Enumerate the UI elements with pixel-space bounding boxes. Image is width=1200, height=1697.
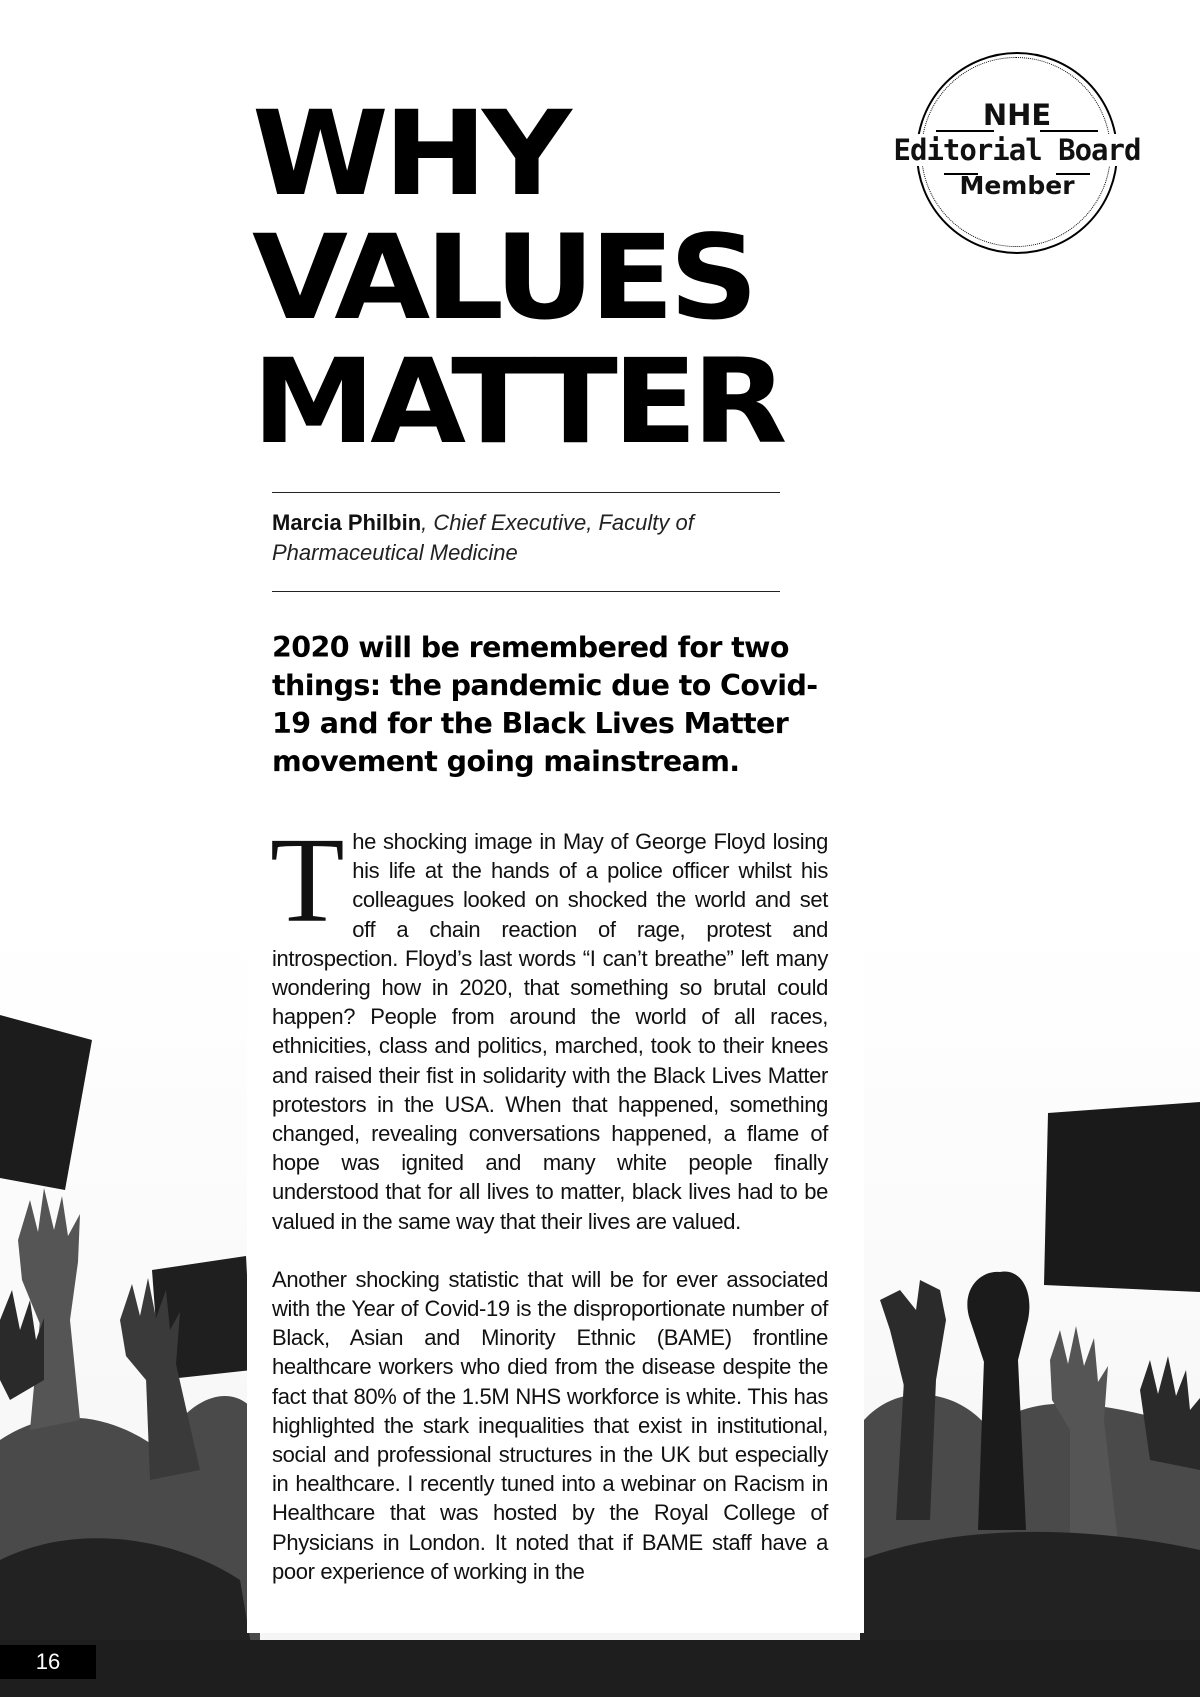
headline-line-3: MATTER: [252, 333, 783, 470]
headline-line-1: WHY: [252, 85, 567, 222]
body-paragraph-1: [270, 813, 828, 1236]
byline-rule-top: [272, 492, 780, 493]
badge-title: NHE: [982, 98, 1052, 132]
body-paragraph-2: Another shocking statistic that will be for ever associated with the Year of Covid-19 is the disproportionate number of Black, Asian and Minority Ethnic (BAME) frontline healthcare workers who died from the disease despite the fact that 80% of the 1.5M NHS workforce is white. This has highlighted the stark inequalities that exist in institutional, social and professional structures in the UK but especially in healthcare. I recently tuned into a webinar on Racism in Healthcare that was hosted by the Royal College of Physicians in London. It noted that if BAME staff have a poor experience of working in the: [272, 1266, 828, 1584]
byline: [272, 508, 792, 568]
editorial-board-badge: [893, 52, 1141, 254]
page-number: 16: [0, 1645, 96, 1679]
badge-member-label: Member: [959, 171, 1075, 200]
standfirst: 2020 will be remembered for two things: the pandemic due to Covid-19 and for the Black Lives Matter movement going mainstream.: [272, 631, 818, 778]
headline: [252, 85, 783, 470]
author-name: Marcia Philbin: [272, 510, 422, 535]
article-body: [270, 813, 828, 1586]
headline-line-2: VALUES: [252, 209, 754, 346]
badge-subtitle: Editorial Board: [882, 134, 1152, 166]
drop-cap: T: [270, 813, 345, 948]
author-role: , Chief Executive, Faculty of Pharmaceutical Medicine: [272, 510, 694, 565]
body-paragraph-1-text: he shocking image in May of George Floyd losing his life at the hands of a police officer whilst his colleagues looked on shocked the world and set off a chain reaction of rage, protest and introspection. Floyd’s last words “I can’t breathe” left many wondering how in 2020, that something so brutal could happen? People from around the world of all races, ethnicities, class and politics, marched, took to their knees and raised their fist in solidarity with the Black Lives Matter protestors in the USA. When that happened, something changed, revealing conversations happened, a flame of hope was ignited and many white people finally understood that for all lives to matter, black lives had to be valued in the same way that their lives are valued.: [272, 829, 828, 1234]
byline-rule-bottom: [272, 591, 780, 592]
